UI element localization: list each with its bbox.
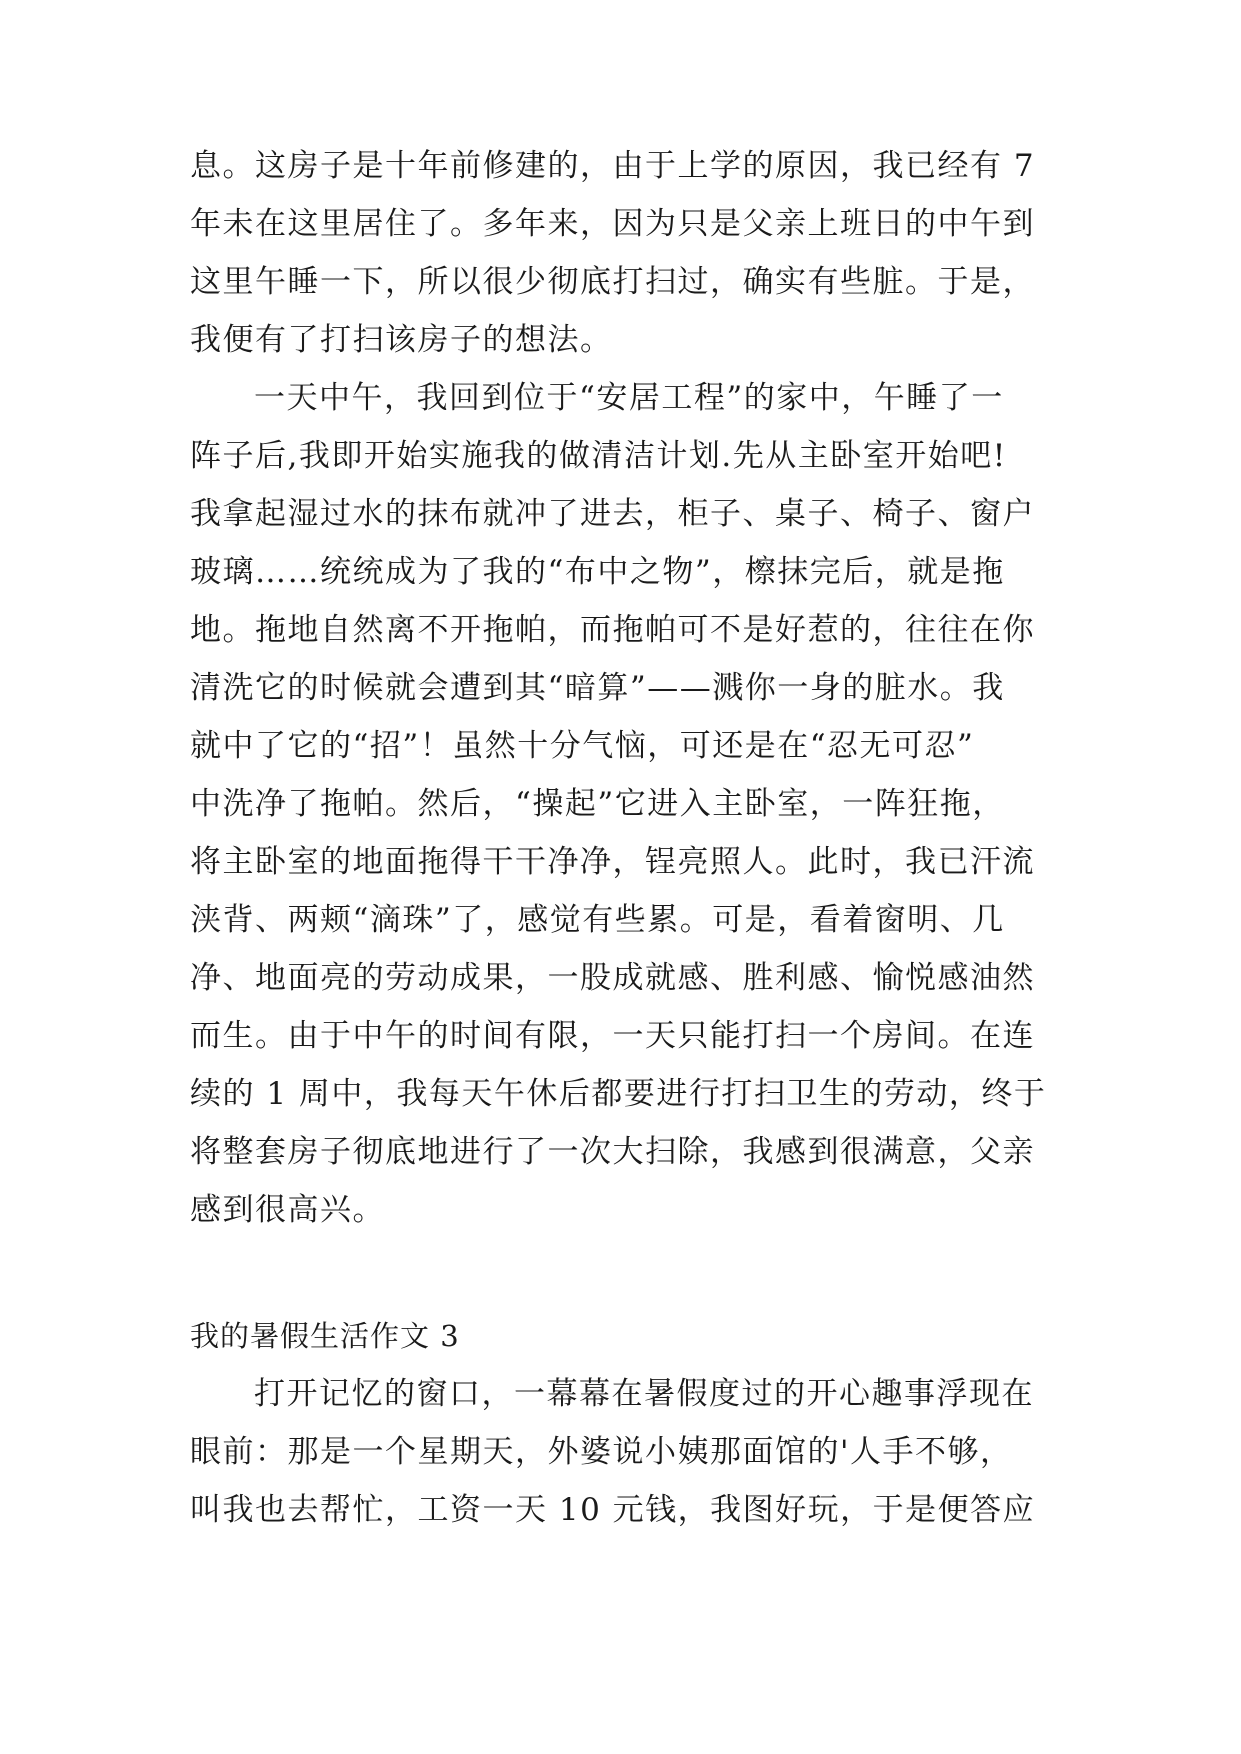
paragraph-line: 玻璃……统统成为了我的“布中之物”，檫抹完后，就是拖	[190, 554, 1005, 590]
paragraph-line: 这里午睡一下，所以很少彻底打扫过，确实有些脏。于是，	[190, 264, 1035, 300]
paragraph-line: 阵子后,我即开始实施我的做清洁计划.先从主卧室开始吧!	[190, 438, 1007, 474]
paragraph-line: 感到很高兴。	[190, 1192, 385, 1228]
paragraph-line: 我拿起湿过水的抹布就冲了进去，柜子、桌子、椅子、窗户	[190, 496, 1035, 532]
paragraph-line: 续的 1 周中，我每天午休后都要进行打扫卫生的劳动，终于	[190, 1076, 1047, 1112]
paragraph-line: 一天中午，我回到位于“安居工程”的家中，午睡了一	[254, 380, 1004, 416]
section-heading: 我的暑假生活作文 3	[190, 1319, 460, 1353]
paragraph-line: 将整套房子彻底地进行了一次大扫除，我感到很满意，父亲	[190, 1134, 1035, 1170]
paragraph-line: 将主卧室的地面拖得干干净净，锃亮照人。此时，我已汗流	[190, 844, 1035, 880]
paragraph-line: 打开记忆的窗口，一幕幕在暑假度过的开心趣事浮现在	[254, 1376, 1034, 1412]
paragraph-line: 浃背、两颊“滴珠”了，感觉有些累。可是，看着窗明、几	[190, 902, 1005, 938]
paragraph-line: 地。拖地自然离不开拖帕，而拖帕可不是好惹的，往往在你	[190, 612, 1035, 648]
paragraph-line: 我便有了打扫该房子的想法。	[190, 322, 613, 358]
paragraph-line: 息。这房子是十年前修建的，由于上学的原因，我已经有 7	[190, 148, 1036, 184]
paragraph-line: 而生。由于中午的时间有限，一天只能打扫一个房间。在连	[190, 1018, 1035, 1054]
paragraph-line: 中洗净了拖帕。然后，“操起”它进入主卧室，一阵狂拖，	[190, 786, 1005, 822]
paragraph-line: 叫我也去帮忙，工资一天 10 元钱，我图好玩，于是便答应	[190, 1492, 1036, 1528]
paragraph-line: 年未在这里居住了。多年来，因为只是父亲上班日的中午到	[190, 206, 1035, 242]
paragraph-line: 眼前：那是一个星期天，外婆说小姨那面馆的'人手不够，	[190, 1434, 1013, 1470]
paragraph-line: 净、地面亮的劳动成果，一股成就感、胜利感、愉悦感油然	[190, 960, 1035, 996]
paragraph-line: 就中了它的“招”！虽然十分气恼，可还是在“忍无可忍”	[190, 728, 975, 764]
paragraph-line: 清洗它的时候就会遭到其“暗算”——溅你一身的脏水。我	[190, 670, 1005, 706]
